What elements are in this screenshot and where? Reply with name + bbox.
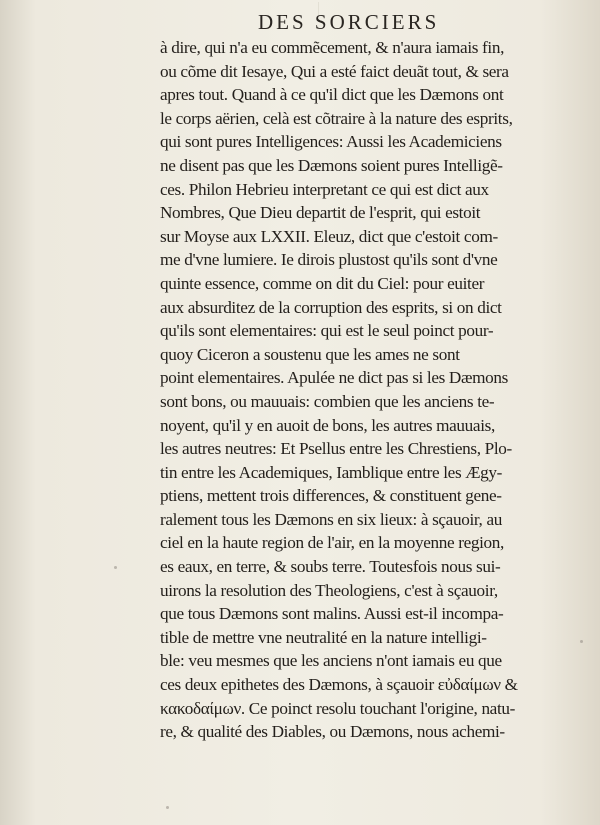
text-line: que tous Dæmons sont malins. Aussi est-il incompa- xyxy=(160,604,504,624)
text-line: ces deux epithetes des Dæmons, à sçauoir εὐδαίμων & xyxy=(160,675,518,695)
text-line: noyent, qu'il y en auoit de bons, les autres mauuais, xyxy=(160,415,495,435)
text-line: sont bons, ou mauuais: combien que les anciens te- xyxy=(160,391,495,411)
paper-speck xyxy=(114,566,117,569)
paper-speck xyxy=(166,806,169,809)
text-line: uirons la resolution des Theologiens, c'est à sçauoir, xyxy=(160,580,498,600)
text-line: κακοδαίμων. Ce poinct resolu touchant l'origine, natu- xyxy=(160,698,516,718)
text-line: apres tout. Quand à ce qu'il dict que les Dæmons ont xyxy=(160,85,504,105)
text-line: tin entre les Academiques, Iamblique entre les Ægy- xyxy=(160,462,503,482)
text-line: quoy Ciceron a soustenu que les ames ne sont xyxy=(160,344,460,364)
text-line: point elementaires. Apulée ne dict pas si les Dæmons xyxy=(160,368,508,388)
text-line: ralement tous les Dæmons en six lieux: à sçauoir, au xyxy=(160,509,502,529)
paper-speck xyxy=(580,640,583,643)
text-line: qu'ils sont elementaires: qui est le seul poinct pour- xyxy=(160,321,494,341)
text-line: à dire, qui n'a eu commẽcement, & n'aura iamais fin, xyxy=(160,38,505,57)
text-line: es eaux, en terre, & soubs terre. Toutesfois nous sui- xyxy=(160,557,501,577)
text-line: aux absurditez de la corruption des esprits, si on dict xyxy=(160,297,502,317)
text-line: tible de mettre vne neutralité en la nature intelligi- xyxy=(160,627,487,647)
text-line: Nombres, Que Dieu departit de l'esprit, qui estoit xyxy=(160,203,481,223)
body-text xyxy=(160,36,556,744)
text-line: ptiens, mettent trois differences, & constituent gene- xyxy=(160,486,502,506)
text-line: qui sont pures Intelligences: Aussi les Academiciens xyxy=(160,132,502,152)
text-line: ces. Philon Hebrieu interpretant ce qui est dict aux xyxy=(160,179,489,199)
text-line: ciel en la haute region de l'air, en la moyenne region, xyxy=(160,533,504,553)
text-line: quinte essence, comme on dit du Ciel: pour euiter xyxy=(160,273,485,293)
text-line: les autres neutres: Et Psellus entre les Chrestiens, Plo- xyxy=(160,439,512,459)
text-line: ou cõme dit Iesaye, Qui a esté faict deuãt tout, & sera xyxy=(160,61,509,81)
text-line: ne disent pas que les Dæmons soient pures Intelligẽ- xyxy=(160,155,503,175)
text-line: sur Moyse aux LXXII. Eleuz, dict que c'estoit com- xyxy=(160,226,498,246)
running-header: DES SORCIERS xyxy=(258,10,440,34)
text-line: re, & qualité des Diables, ou Dæmons, nous achemi- xyxy=(160,722,505,742)
text-line: ble: veu mesmes que les anciens n'ont iamais eu que xyxy=(160,651,502,671)
text-line: me d'vne lumiere. Ie dirois plustost qu'ils sont d'vne xyxy=(160,250,498,270)
text-line: le corps aërien, celà est cõtraire à la nature des esprits, xyxy=(160,108,513,128)
